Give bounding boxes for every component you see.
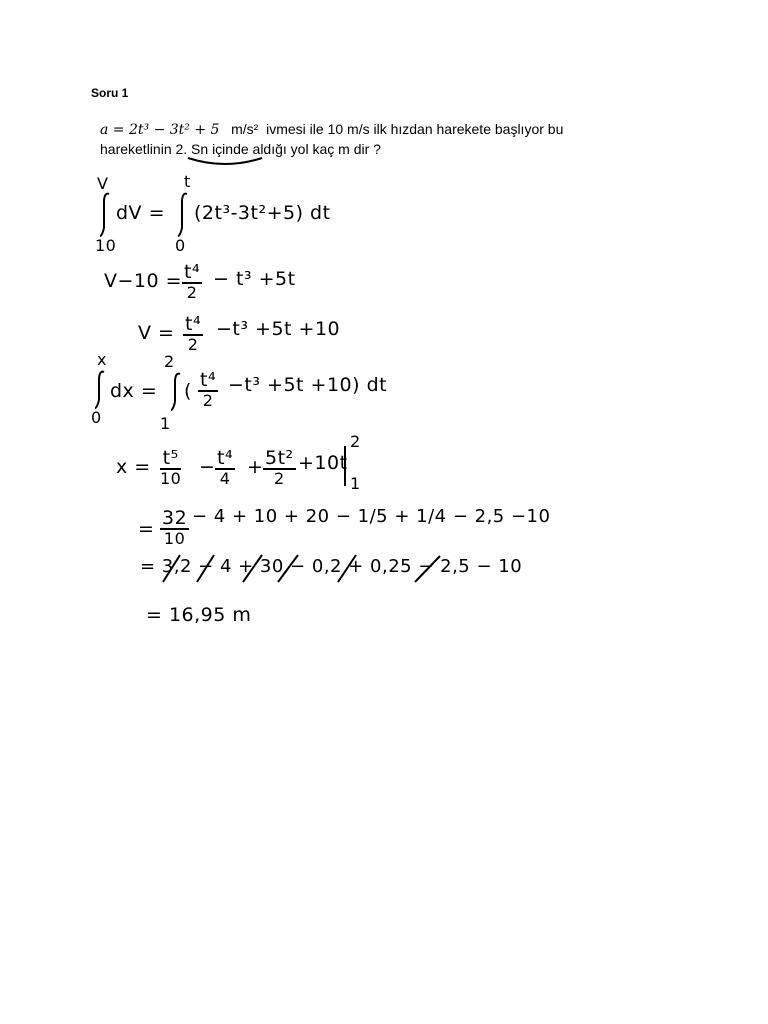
integral-sign-4 bbox=[171, 374, 180, 410]
t-lower-limit: 0 bbox=[175, 236, 186, 255]
acceleration-unit: m/s² bbox=[231, 121, 259, 137]
equation-4-numerator: t⁴ bbox=[200, 369, 217, 391]
equation-5-left: x = bbox=[116, 456, 151, 478]
equation-5-denominator-3: 2 bbox=[273, 469, 285, 488]
equation-7: = 3,2 − 4 + 30 − 0,2 + 0,25 − 2,5 − 10 bbox=[140, 556, 523, 577]
t-upper-limit: t bbox=[184, 172, 191, 191]
x-lower-limit: 0 bbox=[91, 408, 102, 427]
equation-3-rest: −t³ +5t +10 bbox=[216, 318, 341, 340]
equation-5-plus: + bbox=[247, 456, 264, 478]
integral-sign-1 bbox=[100, 194, 109, 236]
two-upper-limit: 2 bbox=[164, 352, 175, 371]
equation-5-denominator-1: 10 bbox=[160, 469, 182, 488]
equation-4-fraction bbox=[198, 370, 218, 410]
equation-3-denominator: 2 bbox=[187, 335, 199, 354]
final-answer: = 16,95 m bbox=[146, 604, 252, 626]
question-text-2: hareketlinin 2. Sn içinde aldığı yol kaç m dir ? bbox=[100, 141, 381, 157]
v-upper-limit: V bbox=[97, 174, 109, 193]
equation-1-left: dV = bbox=[116, 202, 166, 224]
equation-5-fraction-2 bbox=[215, 448, 235, 488]
equation-2-numerator: t⁴ bbox=[184, 261, 201, 283]
equation-1-right: (2t³-3t²+5) dt bbox=[194, 202, 331, 224]
equation-6-denominator: 10 bbox=[163, 529, 186, 548]
equation-5-numerator-2: t⁴ bbox=[217, 447, 234, 469]
equation-5-numerator-3: 5t² bbox=[265, 447, 294, 469]
question-text-1: ivmesi ile 10 m/s ilk hızdan harekete başlıyor bu bbox=[266, 121, 564, 137]
equation-4-denominator: 2 bbox=[202, 391, 214, 410]
equation-3-numerator: t⁴ bbox=[185, 313, 202, 335]
equation-4-rest: −t³ +5t +10) dt bbox=[228, 374, 388, 396]
equation-5-fraction-3 bbox=[263, 448, 296, 488]
equation-6-fraction bbox=[160, 508, 189, 548]
equation-4-open-paren: ( bbox=[184, 380, 192, 402]
equation-5-rest: +10t bbox=[298, 452, 348, 474]
emphasis-underline bbox=[188, 158, 262, 164]
equation-2-denominator: 2 bbox=[186, 283, 198, 302]
equation-2-left: V−10 = bbox=[104, 270, 183, 292]
equation-4-left: dx = bbox=[110, 380, 158, 402]
equation-6-numerator: 32 bbox=[162, 507, 188, 529]
equation-5-denominator-2: 4 bbox=[219, 469, 231, 488]
equation-2-fraction bbox=[182, 262, 202, 302]
evaluation-lower-limit: 1 bbox=[350, 474, 361, 493]
equation-6-equals: = bbox=[138, 518, 155, 540]
equation-3-fraction bbox=[183, 314, 203, 354]
equation-5-fraction-1 bbox=[160, 448, 181, 488]
equation-6-rest: − 4 + 10 + 20 − 1/5 + 1/4 − 2,5 −10 bbox=[192, 506, 551, 527]
evaluation-upper-limit: 2 bbox=[350, 432, 361, 451]
equation-5-minus: − bbox=[199, 456, 216, 478]
integral-sign-3 bbox=[95, 372, 104, 408]
acceleration-formula: a = 2t³ − 3t² + 5 bbox=[100, 122, 220, 138]
question-heading: Soru 1 bbox=[91, 86, 129, 100]
equation-2-rest: − t³ +5t bbox=[213, 268, 296, 290]
equation-3-left: V = bbox=[138, 322, 175, 344]
equation-5-numerator-1: t⁵ bbox=[160, 448, 181, 470]
integral-sign-2 bbox=[178, 194, 187, 236]
x-upper-limit: x bbox=[97, 350, 107, 369]
v-lower-limit: 10 bbox=[95, 236, 117, 255]
one-lower-limit: 1 bbox=[160, 414, 171, 433]
